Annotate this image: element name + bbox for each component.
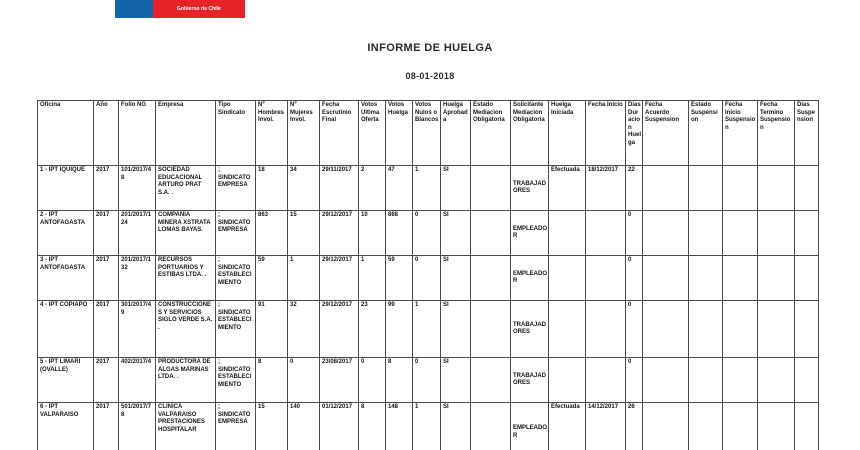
- table-cell: [643, 211, 689, 256]
- table-cell: 0: [413, 211, 441, 256]
- table-cell: 29/11/2017: [320, 166, 359, 211]
- column-header: Fecha Escrutinio Final: [320, 101, 359, 166]
- table-cell: 22: [626, 166, 643, 211]
- column-header: Fecha Acuerdo Suspension: [643, 101, 689, 166]
- table-cell: [643, 256, 689, 301]
- table-cell: 402/2017/4: [119, 358, 156, 403]
- table-cell: 2017: [94, 256, 119, 301]
- table-cell: [471, 301, 511, 358]
- table-cell: 91: [256, 301, 288, 358]
- table-cell: COMPAÑIA MINERA XSTRATA LOMAS BAYAS.: [156, 211, 216, 256]
- column-header: Huelga Aprobada: [441, 101, 471, 166]
- table-cell: [643, 301, 689, 358]
- table-cell: ; SINDICATO EMPRESA: [216, 211, 256, 256]
- table-cell: [795, 211, 819, 256]
- table-cell: 1: [288, 256, 320, 301]
- table-cell: 29/12/2017: [320, 211, 359, 256]
- table-header: [38, 101, 819, 166]
- table-cell: 0: [626, 256, 643, 301]
- logo-flag-red-block: [153, 0, 245, 18]
- table-cell: [549, 211, 586, 256]
- table-cell: SI: [441, 256, 471, 301]
- column-header: Fecha Inicio Suspension: [723, 101, 758, 166]
- table-cell: [689, 166, 723, 211]
- table-cell: 59: [256, 256, 288, 301]
- table-cell: 15: [256, 403, 288, 450]
- table-cell: 14/12/2017: [586, 403, 626, 450]
- logo-text: Gobierno de Chile: [177, 6, 221, 12]
- column-header: Empresa: [156, 101, 216, 166]
- table-cell: 5 - IPT LIMARI (OVALLE): [38, 358, 94, 403]
- table-cell: 301/2017/49: [119, 301, 156, 358]
- table-cell: 101/2017/48: [119, 166, 156, 211]
- table-cell: 501/2017/78: [119, 403, 156, 450]
- table-cell: [689, 358, 723, 403]
- table-cell: [689, 403, 723, 450]
- column-header: Estado Suspension: [689, 101, 723, 166]
- table-cell: 0: [626, 358, 643, 403]
- table-cell: [471, 403, 511, 450]
- table-cell: [723, 166, 758, 211]
- table-cell: 2017: [94, 358, 119, 403]
- table-cell: [471, 256, 511, 301]
- table-cell: [643, 166, 689, 211]
- column-header: Dias Suspension: [795, 101, 819, 166]
- column-header: Dias Duracion Huelga: [626, 101, 643, 166]
- table-cell: 2017: [94, 403, 119, 450]
- table-cell: 8: [386, 358, 413, 403]
- table-cell: 23: [359, 301, 386, 358]
- table-cell: 201/2017/124: [119, 211, 156, 256]
- table-cell: 1: [413, 301, 441, 358]
- table-cell: [795, 403, 819, 450]
- column-header: Nº Mujeres Invol.: [288, 101, 320, 166]
- table-cell: 29/12/2017: [320, 301, 359, 358]
- table-cell: 59: [386, 256, 413, 301]
- table-cell: 201/2017/132: [119, 256, 156, 301]
- table-cell: 23/08/2017: [320, 358, 359, 403]
- table-cell: 0: [413, 358, 441, 403]
- table-cell: 4 - IPT COPIAPO: [38, 301, 94, 358]
- table-cell: Efectuada: [549, 403, 586, 450]
- huelga-table: [37, 100, 819, 450]
- gobierno-de-chile-logo: [115, 0, 245, 18]
- table-cell: 26: [626, 403, 643, 450]
- table-cell: TRABAJADORES: [511, 301, 549, 358]
- table-cell: [795, 256, 819, 301]
- table-cell: [723, 358, 758, 403]
- table-row: [38, 301, 819, 358]
- logo-flag-blue-block: [115, 0, 153, 18]
- table-cell: 0: [288, 358, 320, 403]
- column-header: Votos Huelga: [386, 101, 413, 166]
- column-header: Folio NG: [119, 101, 156, 166]
- table-cell: [758, 403, 795, 450]
- table-cell: 2017: [94, 166, 119, 211]
- table-cell: 2017: [94, 301, 119, 358]
- table-cell: [471, 211, 511, 256]
- table-cell: 863: [256, 211, 288, 256]
- table-cell: SI: [441, 301, 471, 358]
- table-cell: [586, 211, 626, 256]
- table-cell: 2 - IPT ANTOFAGASTA: [38, 211, 94, 256]
- table-cell: 1: [413, 403, 441, 450]
- column-header: Fecha Termino Suspension: [758, 101, 795, 166]
- report-date: 08-01-2018: [405, 71, 455, 81]
- column-header: Votos Nulos o Blancos: [413, 101, 441, 166]
- column-header: Huelga Iniciada: [549, 101, 586, 166]
- table-cell: ; SINDICATO ESTABLECIMIENTO: [216, 301, 256, 358]
- table-cell: [723, 403, 758, 450]
- table-cell: SI: [441, 403, 471, 450]
- column-header: Año: [94, 101, 119, 166]
- table-cell: [586, 301, 626, 358]
- table-cell: [723, 256, 758, 301]
- table-cell: 3 - IPT ANTOFAGASTA: [38, 256, 94, 301]
- table-cell: SI: [441, 211, 471, 256]
- table-cell: 01/12/2017: [320, 403, 359, 450]
- table-cell: TRABAJADORES: [511, 358, 549, 403]
- column-header: Fecha Inicio: [586, 101, 626, 166]
- table-cell: [689, 256, 723, 301]
- table-cell: [758, 256, 795, 301]
- table-cell: Efectuada: [549, 166, 586, 211]
- table-cell: TRABAJADORES: [511, 166, 549, 211]
- table-cell: 2: [359, 166, 386, 211]
- table-cell: [758, 166, 795, 211]
- table-cell: [586, 358, 626, 403]
- table-cell: EMPLEADOR: [511, 256, 549, 301]
- table-cell: [471, 358, 511, 403]
- table-cell: [795, 301, 819, 358]
- table-cell: ; SINDICATO ESTABLECIMIENTO: [216, 256, 256, 301]
- table-cell: [795, 358, 819, 403]
- table-cell: PRODUCTORA DE ALGAS MARINAS LTDA. .: [156, 358, 216, 403]
- table-cell: 8: [256, 358, 288, 403]
- table-row: [38, 166, 819, 211]
- table-cell: [643, 403, 689, 450]
- table-row: [38, 211, 819, 256]
- column-header: Tipo Sindicato: [216, 101, 256, 166]
- table-cell: 15: [288, 211, 320, 256]
- table-cell: SOCIEDAD EDUCACIONAL ARTURO PRAT S.A. .: [156, 166, 216, 211]
- table-cell: 0: [413, 256, 441, 301]
- table-cell: EMPLEADOR: [511, 211, 549, 256]
- table-cell: 47: [386, 166, 413, 211]
- table-body: [38, 166, 819, 450]
- table-cell: [586, 256, 626, 301]
- table-cell: [723, 211, 758, 256]
- table-cell: [758, 301, 795, 358]
- table-cell: [549, 358, 586, 403]
- table-cell: 2017: [94, 211, 119, 256]
- report-title: INFORME DE HUELGA: [367, 42, 493, 54]
- table-cell: 29/12/2017: [320, 256, 359, 301]
- table-cell: 0: [626, 301, 643, 358]
- table-cell: 32: [288, 301, 320, 358]
- table-cell: 1 - IPT IQUIQUE: [38, 166, 94, 211]
- table-cell: [795, 166, 819, 211]
- table-row: [38, 403, 819, 450]
- table-cell: 0: [359, 358, 386, 403]
- table-cell: 34: [288, 166, 320, 211]
- table-row: [38, 358, 819, 403]
- table-cell: ; SINDICATO EMPRESA: [216, 166, 256, 211]
- table-cell: [643, 358, 689, 403]
- table-cell: [758, 211, 795, 256]
- table-cell: 6 - IPT VALPARAISO: [38, 403, 94, 450]
- table-cell: [549, 301, 586, 358]
- table-cell: [471, 166, 511, 211]
- table-cell: [549, 256, 586, 301]
- table-cell: [689, 301, 723, 358]
- table-cell: [689, 211, 723, 256]
- table-cell: SI: [441, 358, 471, 403]
- table-cell: 10: [359, 211, 386, 256]
- column-header: Votos Ultima Oferta: [359, 101, 386, 166]
- column-header: Oficina: [38, 101, 94, 166]
- table-cell: CONSTRUCCIONES Y SERVICIOS SIGLO VERDE S.A. .: [156, 301, 216, 358]
- table-cell: 18/12/2017: [586, 166, 626, 211]
- table-cell: 868: [386, 211, 413, 256]
- table-cell: CLINICA VALPARAISO PRESTACIONES HOSPITALAR: [156, 403, 216, 450]
- table-cell: SI: [441, 166, 471, 211]
- column-header: Solicitante Mediacion Obligatoria: [511, 101, 549, 166]
- table-cell: 18: [256, 166, 288, 211]
- table-cell: 0: [626, 211, 643, 256]
- table-cell: [758, 358, 795, 403]
- column-header: Nº Hombres Invol.: [256, 101, 288, 166]
- table-cell: RECURSOS PORTUARIOS Y ESTIBAS LTDA. .: [156, 256, 216, 301]
- table-cell: 1: [413, 166, 441, 211]
- table-cell: 148: [386, 403, 413, 450]
- table-cell: EMPLEADOR: [511, 403, 549, 450]
- table-cell: ; SINDICATO ESTABLECIMIENTO: [216, 358, 256, 403]
- table-cell: ; SINDICATO EMPRESA: [216, 403, 256, 450]
- table-cell: 1: [359, 256, 386, 301]
- table-row: [38, 256, 819, 301]
- header-row: [38, 101, 819, 166]
- table-cell: 99: [386, 301, 413, 358]
- table-cell: [723, 301, 758, 358]
- table-cell: 140: [288, 403, 320, 450]
- table-cell: 8: [359, 403, 386, 450]
- column-header: Estado Mediacion Obligatoria: [471, 101, 511, 166]
